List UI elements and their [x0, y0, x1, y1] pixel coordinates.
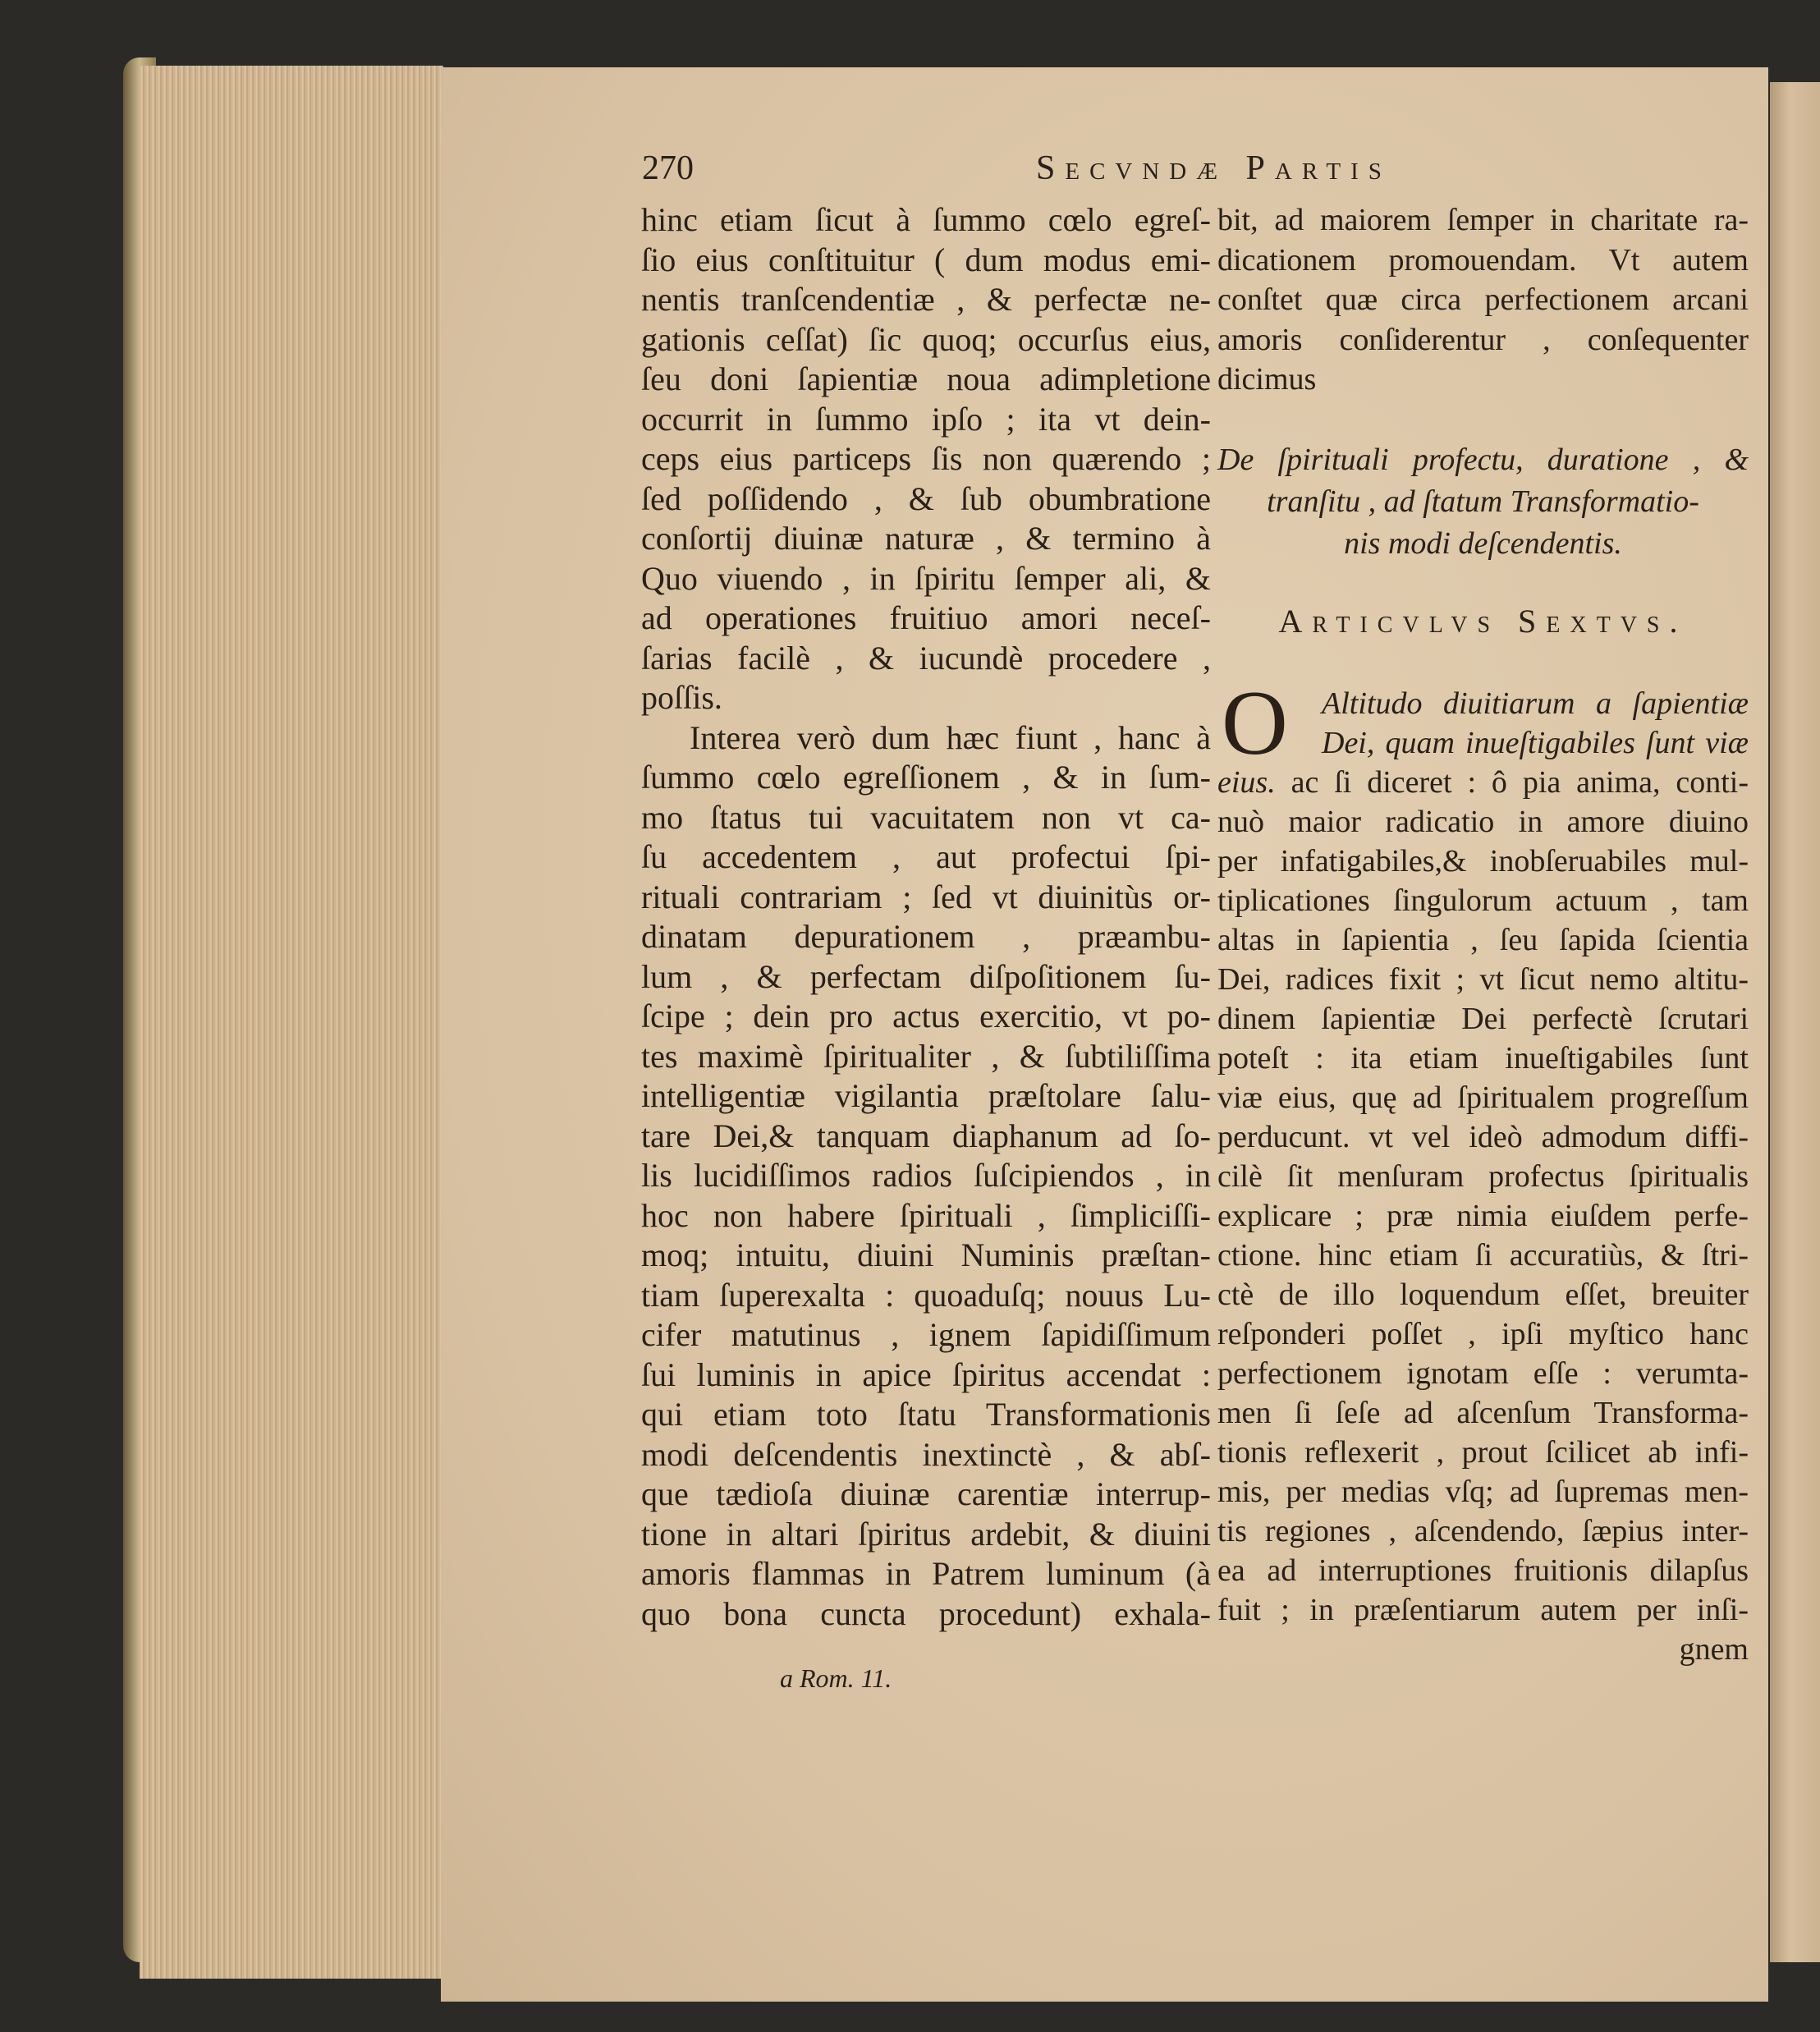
text-line: nuò maior radicatio in amore diuino — [1217, 805, 1749, 839]
text-line: gnem — [1679, 1632, 1749, 1667]
text-line: ad operationes fruitiuo amori neceſ- — [641, 599, 1211, 636]
text-line: dinatam depurationem , præambu- — [641, 918, 1211, 955]
text-line: ſeu doni ſapientiæ noua adimpletione — [641, 360, 1211, 397]
section-heading-line: tranſitu , ad ſtatum Transformatio- — [1267, 484, 1699, 519]
text-line: tionis reflexerit , prout ſcilicet ab infi- — [1217, 1435, 1749, 1470]
text-line: altas in ſapientia , ſeu ſapida ſcientia — [1217, 923, 1749, 957]
text-line: ſummo cœlo egreſſionem , & in ſum- — [641, 759, 1211, 796]
text-line: Interea verò dum hæc fiunt , hanc à — [690, 718, 1211, 756]
text-line: perducunt. vt vel ideò admodum diffi- — [1217, 1120, 1749, 1154]
text-line: ſcipe ; dein pro actus exercitio, vt po- — [641, 998, 1211, 1034]
text-line: reſponderi poſſet , ipſi myſtico hanc — [1217, 1317, 1749, 1351]
text-line: per infatigabiles,& inobſeruabiles mul- — [1217, 844, 1749, 878]
text-line: modi deſcendentis inextinctè , & abſ- — [641, 1435, 1211, 1473]
article-title: Articvlvs Sextvs. — [1278, 603, 1688, 640]
text-line: Altitudo diuitiarum a ſapientiæ — [1322, 686, 1749, 721]
page-number: 270 — [642, 149, 694, 187]
facing-page-edge — [1770, 82, 1820, 1962]
text-line: dicimus — [1217, 362, 1317, 397]
text-line: cifer matutinus , ignem ſapidiſſimum — [641, 1316, 1211, 1353]
text-line: tione in altari ſpiritus ardebit, & diuini — [641, 1515, 1211, 1553]
text-line: viæ eius, quę ad ſpiritualem progreſſum — [1217, 1080, 1749, 1115]
text-line: Quo viuendo , in ſpiritu ſemper ali, & — [641, 559, 1211, 597]
text-line: dicationem promouendam. Vt autem — [1217, 242, 1749, 278]
text-line: mis, per medias vſq; ad ſupremas men- — [1217, 1475, 1749, 1509]
text-line: Dei, quam inueſtigabiles ſunt viæ — [1322, 726, 1749, 760]
text-line: cilè ſit menſuram profectus ſpiritualis — [1217, 1159, 1749, 1194]
text-line — [1217, 763, 1749, 802]
text-line: qui etiam toto ſtatu Transformationis — [641, 1396, 1211, 1433]
text-line: poſſis. — [641, 679, 722, 716]
text-line: que tædioſa diuinæ carentiæ interrup- — [641, 1475, 1211, 1512]
section-heading-line: nis modi deſcendentis. — [1344, 526, 1622, 561]
text-line: amoris flammas in Patrem luminum (à — [641, 1555, 1211, 1592]
footnote: a Rom. 11. — [780, 1663, 892, 1693]
text-line: ſu accedentem , aut profectui ſpi- — [641, 838, 1211, 875]
text-line: perfectionem ignotam eſſe : verumta- — [1217, 1356, 1749, 1391]
text-line: tis regiones , aſcendendo, ſæpius inter- — [1217, 1514, 1749, 1548]
page-block-edges — [140, 66, 443, 1979]
text-line: hoc non habere ſpirituali , ſimpliciſſi- — [641, 1196, 1211, 1234]
text-line: fuit ; in præſentiarum autem per inſi- — [1217, 1593, 1749, 1627]
text-line: ſio eius conſtituitur ( dum modus emi- — [641, 241, 1211, 278]
text-line: tiplicationes ſingulorum actuum , tam — [1217, 883, 1749, 918]
text-line: conſortij diuinæ naturæ , & termino à — [641, 520, 1211, 557]
text-line: ea ad interruptiones fruitionis dilapſus — [1217, 1553, 1749, 1588]
text-line: intelligentiæ vigilantia præſtolare ſalu- — [641, 1077, 1211, 1114]
lead-word: eius. — [1217, 765, 1276, 800]
drop-cap: O — [1222, 672, 1288, 774]
text-line: dinem ſapientiæ Dei perfectè ſcrutari — [1217, 1002, 1749, 1036]
text-line: explicare ; præ nimia eiuſdem perfe- — [1217, 1199, 1749, 1233]
text-line: occurrit in ſummo ipſo ; ita vt dein- — [641, 400, 1211, 438]
text-line: tes maximè ſpiritualiter , & ſubtiliſſima — [641, 1037, 1211, 1075]
text-line: poteſt : ita etiam inueſtigabiles ſunt — [1217, 1041, 1749, 1076]
text-line: rituali contrariam ; ſed vt diuinitùs or- — [641, 878, 1211, 915]
text-line: tiam ſuperexalta : quoaduſq; nouus Lu- — [641, 1276, 1211, 1314]
text-line: Dei, radices fixit ; vt ſicut nemo altitu- — [1217, 962, 1749, 997]
text-line: lis lucidiſſimos radios ſuſcipiendos , in — [641, 1157, 1211, 1194]
text-line: men ſi ſeſe ad aſcenſum Transforma- — [1217, 1396, 1749, 1430]
text-line: ceps eius particeps ſis non quærendo ; — [641, 440, 1211, 477]
text-line: moq; intuitu, diuini Numinis præſtan- — [641, 1236, 1211, 1273]
section-heading-line: De ſpirituali profectu, duratione , & — [1217, 443, 1749, 477]
text-line: ctione. hinc etiam ſi accuratiùs, & ſtri- — [1217, 1238, 1749, 1273]
text-span: ac ſi diceret : ô pia anima, conti- — [1275, 765, 1749, 800]
text-line: lum , & perfectam diſpoſitionem ſu- — [641, 957, 1211, 995]
text-line: nentis tranſcendentiæ , & perfectæ ne- — [641, 281, 1211, 318]
text-line: ſed poſſidendo , & ſub obumbratione — [641, 479, 1211, 517]
text-line: amoris conſiderentur , conſequenter — [1217, 322, 1749, 357]
text-line: gationis ceſſat) ſic quoq; occurſus eius, — [641, 320, 1211, 358]
text-line: bit, ad maiorem ſemper in charitate ra- — [1217, 203, 1749, 237]
text-line: ctè de illo loquendum eſſet, breuiter — [1217, 1277, 1749, 1312]
running-title: Secvndæ Partis — [1036, 149, 1391, 187]
text-line: conſtet quæ circa perfectionem arcani — [1217, 282, 1749, 317]
text-line: hinc etiam ſicut à ſummo cœlo egreſ- — [641, 201, 1211, 238]
text-line: quo bona cuncta procedunt) exhala- — [641, 1594, 1211, 1632]
text-line: ſui luminis in apice ſpiritus accendat : — [641, 1355, 1211, 1393]
text-line: tare Dei,& tanquam diaphanum ad ſo- — [641, 1117, 1211, 1154]
text-line: ſarias facilè , & iucundè procedere , — [641, 639, 1211, 677]
text-line: mo ſtatus tui vacuitatem non vt ca- — [641, 798, 1211, 836]
